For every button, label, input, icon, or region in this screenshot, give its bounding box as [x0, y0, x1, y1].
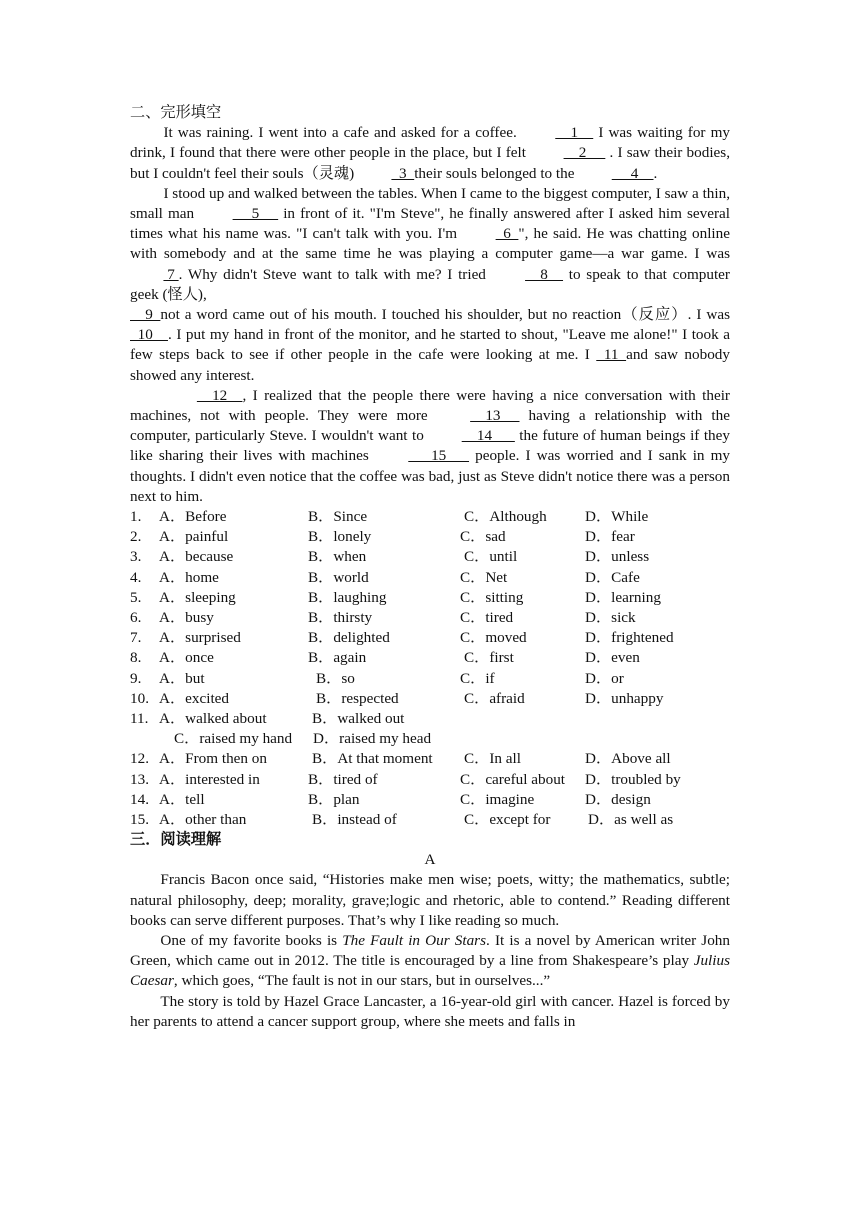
- cloze-text: I was waiting for my drink, I found that there were other people in the place, but I felt: [130, 124, 730, 162]
- option-d[interactable]: D．or: [585, 669, 624, 687]
- option-row-14: [130, 790, 730, 810]
- cloze-blank-7[interactable]: 7: [163, 265, 179, 283]
- option-a[interactable]: A．but: [159, 669, 205, 687]
- cloze-text: , I realized that the people there were having a nice conversation with their machines, not with people. They were more: [130, 386, 730, 425]
- option-a[interactable]: A．surprised: [159, 629, 241, 647]
- reading-text: , which goes, “The fault is not in our stars, but in ourselves...”: [173, 972, 551, 990]
- option-row-12: [130, 749, 730, 769]
- option-b[interactable]: B．when: [308, 548, 367, 566]
- option-d[interactable]: D．design: [585, 790, 651, 808]
- question-number: 9.: [130, 669, 142, 687]
- option-a[interactable]: A．once: [159, 649, 214, 667]
- cloze-text: to speak to that computer geek (怪人),: [130, 265, 730, 303]
- option-d[interactable]: D．unless: [585, 548, 650, 566]
- option-row-7: [130, 628, 730, 648]
- option-c[interactable]: C．until: [464, 548, 518, 566]
- option-row-11: [130, 709, 730, 729]
- cloze-text: not a word came out of his mouth. I touched his shoulder, but no reaction（反应）. I was: [160, 306, 730, 324]
- option-a[interactable]: A．because: [159, 548, 234, 566]
- cloze-text: ", he said. He was chatting online with somebody and at the same time he was playing a computer game—a war game. I was: [130, 225, 730, 263]
- option-d[interactable]: D．troubled by: [585, 770, 681, 788]
- cloze-blank-8[interactable]: 8: [525, 265, 564, 283]
- cloze-paragraph-2: [130, 184, 730, 305]
- option-c[interactable]: C．moved: [460, 629, 527, 647]
- reading-paragraph-2: [130, 931, 730, 992]
- cloze-text: . I saw their bodies, but I couldn't feel their souls（灵魂): [130, 144, 730, 182]
- book-title: The Fault in Our Stars: [342, 932, 486, 950]
- option-d[interactable]: D．unhappy: [585, 689, 664, 707]
- option-b[interactable]: B．Since: [308, 508, 368, 526]
- cloze-text: people. I was worried and I sank in my thoughts. I didn't even notice that the coffee was bad, just as Steve didn't notice there was a person next to him.: [130, 447, 730, 505]
- option-c[interactable]: C．careful about: [460, 770, 566, 788]
- option-d[interactable]: D．Cafe: [585, 568, 640, 586]
- cloze-blank-12[interactable]: 12: [196, 386, 243, 404]
- option-c[interactable]: C．sad: [460, 528, 506, 546]
- question-number: 3.: [130, 548, 142, 566]
- option-row-2: [130, 527, 730, 547]
- reading-paragraph-3: The story is told by Hazel Grace Lancaster, a 16-year-old girl with cancer. Hazel is forced by her parents to attend a cancer support group, where she meets and falls in: [130, 992, 730, 1030]
- cloze-blank-13[interactable]: 13: [470, 407, 520, 425]
- cloze-paragraph-3: [130, 305, 730, 386]
- options-list: [130, 507, 730, 830]
- section-heading-reading: 三．阅读理解: [130, 831, 222, 849]
- option-row-11-cont: [130, 729, 730, 749]
- option-c[interactable]: C．Net: [460, 568, 508, 586]
- option-row-1: [130, 507, 730, 527]
- option-row-4: [130, 568, 730, 588]
- cloze-blank-15[interactable]: 15: [408, 447, 470, 465]
- cloze-blank-9[interactable]: 9: [130, 306, 161, 324]
- cloze-text: I stood up and walked between the tables. When I came to the biggest computer, I saw a thin, small man: [130, 184, 730, 223]
- cloze-text: .: [653, 164, 658, 182]
- question-number: 13.: [130, 770, 149, 788]
- cloze-text: having a relationship with the computer, particularly Steve. I wouldn't want to: [130, 407, 730, 445]
- option-c[interactable]: C．except for: [464, 810, 551, 828]
- option-a[interactable]: A．tell: [159, 790, 205, 808]
- option-d[interactable]: D．While: [585, 508, 649, 526]
- cloze-blank-5[interactable]: 5: [232, 205, 279, 223]
- option-b[interactable]: B．delighted: [308, 629, 390, 647]
- cloze-blank-3[interactable]: 3: [391, 164, 415, 182]
- question-number: 1.: [130, 508, 142, 526]
- option-c[interactable]: C．In all: [464, 750, 521, 768]
- option-c[interactable]: C．if: [460, 669, 495, 687]
- option-d[interactable]: D．learning: [585, 588, 661, 606]
- option-b[interactable]: B．laughing: [308, 588, 387, 606]
- cloze-text: the future of human beings if they like sharing their lives with machines: [130, 427, 730, 465]
- option-b[interactable]: B．world: [308, 568, 369, 586]
- question-number: 11.: [130, 709, 149, 727]
- cloze-blank-10[interactable]: 10: [130, 326, 168, 344]
- option-a[interactable]: A．Before: [159, 508, 227, 526]
- cloze-text: . I put my hand in front of the monitor, and he started to shout, "Leave me alone!" I took a few steps back to see if other people in the cafe were looking at me. I: [130, 326, 730, 364]
- option-b[interactable]: B．lonely: [308, 528, 372, 546]
- question-number: 14.: [130, 790, 149, 808]
- option-a[interactable]: A．other than: [159, 810, 247, 828]
- cloze-text: in front of it. "I'm Steve", he finally answered after I asked him several times what his name was. "I can't talk with you. I'm: [130, 205, 730, 243]
- cloze-text: It was raining. I went into a cafe and asked for a coffee.: [163, 124, 522, 142]
- question-number: 8.: [130, 649, 142, 667]
- option-b[interactable]: B．instead of: [312, 810, 397, 828]
- option-c[interactable]: C．sitting: [460, 588, 524, 606]
- play-title: Julius Caesar: [130, 952, 730, 990]
- option-row-15: [130, 810, 730, 830]
- question-number: 12.: [130, 750, 149, 768]
- question-number: 5.: [130, 588, 142, 606]
- passage-label: A: [424, 851, 436, 869]
- document-page: [130, 103, 730, 1032]
- option-a[interactable]: A．home: [159, 568, 219, 586]
- option-a[interactable]: A．excited: [159, 689, 230, 707]
- cloze-blank-14[interactable]: 14: [461, 427, 515, 445]
- option-a[interactable]: A．From then on: [159, 750, 267, 768]
- option-row-13: [130, 770, 730, 790]
- option-b[interactable]: B．respected: [316, 689, 399, 707]
- option-a[interactable]: A．sleeping: [159, 588, 236, 606]
- option-b[interactable]: B．plan: [308, 790, 360, 808]
- cloze-blank-4[interactable]: 4: [611, 164, 654, 182]
- option-d[interactable]: D．frightened: [585, 629, 674, 647]
- option-a[interactable]: A．busy: [159, 609, 214, 626]
- question-number: 2.: [130, 528, 142, 546]
- question-number: 6.: [130, 609, 142, 626]
- option-b[interactable]: B．thirsty: [308, 609, 373, 626]
- option-row-8: [130, 648, 730, 668]
- cloze-blank-2[interactable]: 2: [563, 144, 606, 162]
- option-b[interactable]: B．tired of: [308, 770, 378, 788]
- option-row-5: [130, 588, 730, 608]
- option-row-9: [130, 669, 730, 689]
- option-c[interactable]: C．imagine: [460, 790, 535, 808]
- option-d[interactable]: D．Above all: [585, 750, 671, 768]
- option-c[interactable]: C．afraid: [464, 689, 525, 707]
- reading-paragraph-1: Francis Bacon once said, “Histories make men wise; poets, witty; the mathematics, subtle; natural philosophy, deep; morality, grave;logic and rhetoric, able to contend.” Reading different books can serve different purposes. That’s why I like reading so much.: [130, 871, 730, 929]
- option-d[interactable]: D．as well as: [588, 810, 674, 828]
- reading-text: One of my favorite books is: [160, 932, 343, 950]
- cloze-paragraph-4: [130, 386, 730, 507]
- option-a[interactable]: A．painful: [159, 528, 229, 546]
- cloze-text: . Why didn't Steve want to talk with me? I tried: [178, 265, 492, 283]
- cloze-paragraph-1: [130, 123, 730, 184]
- question-number: 10.: [130, 689, 149, 707]
- option-row-10: [130, 689, 730, 709]
- option-d[interactable]: D．raised my head: [313, 730, 432, 748]
- option-b[interactable]: B．so: [316, 669, 355, 687]
- option-d[interactable]: D．fear: [585, 528, 635, 546]
- cloze-blank-6[interactable]: 6: [495, 225, 519, 243]
- question-number: 15.: [130, 810, 149, 828]
- cloze-blank-11[interactable]: 11: [596, 346, 627, 364]
- cloze-blank-1[interactable]: 1: [555, 124, 594, 142]
- option-b[interactable]: B．walked out: [312, 709, 405, 727]
- question-number: 7.: [130, 629, 142, 647]
- option-c[interactable]: C．tired: [460, 609, 514, 626]
- option-d[interactable]: D．even: [585, 649, 640, 667]
- option-d[interactable]: D．sick: [585, 609, 636, 626]
- option-row-6: [130, 608, 730, 628]
- section-heading-cloze: 二、完形填空: [130, 104, 222, 121]
- option-c[interactable]: C．Although: [464, 508, 547, 526]
- option-b[interactable]: B．again: [308, 649, 367, 667]
- cloze-text: and saw nobody showed any interest.: [130, 346, 730, 384]
- question-number: 4.: [130, 568, 142, 586]
- option-c[interactable]: C．raised my hand: [174, 730, 293, 748]
- reading-text: . It is a novel by American writer John Green, which came out in 2012. The title is encouraged by a line from Shakespeare’s play: [130, 932, 730, 970]
- option-a[interactable]: A．interested in: [159, 770, 260, 788]
- cloze-text: their souls belonged to the: [414, 164, 579, 182]
- option-row-3: [130, 547, 730, 567]
- option-b[interactable]: B．At that moment: [312, 750, 433, 768]
- option-c[interactable]: C．first: [464, 649, 514, 667]
- option-a[interactable]: A．walked about: [159, 709, 267, 727]
